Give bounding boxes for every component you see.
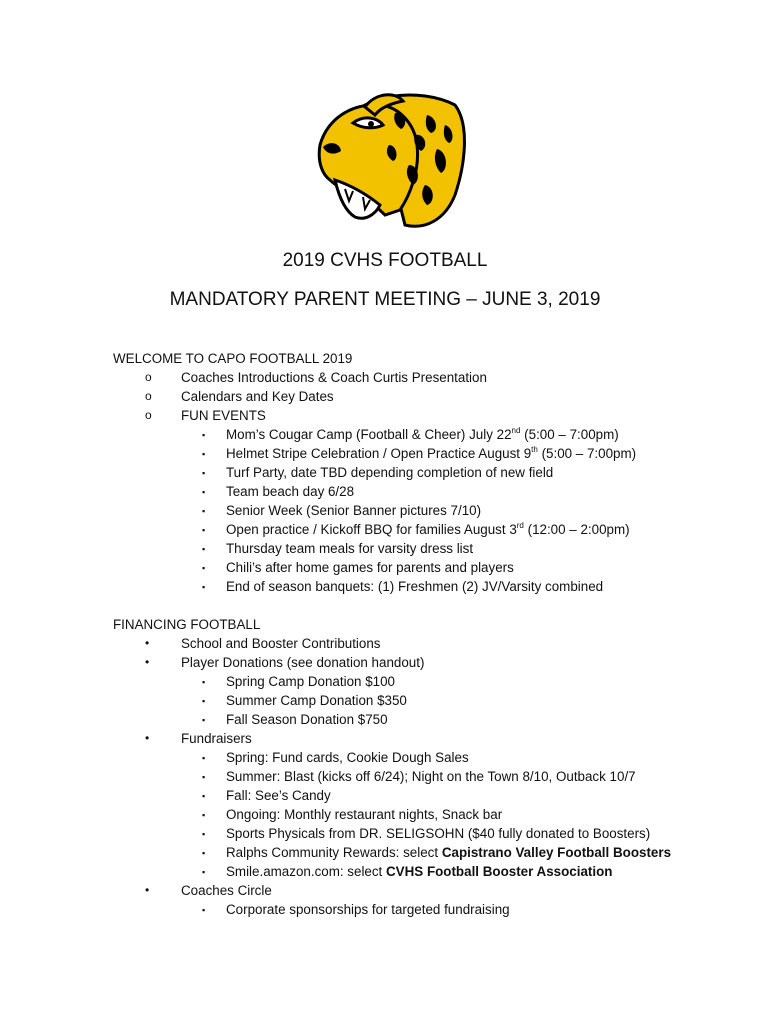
document-body (113, 349, 733, 919)
circle-bullet-icon: o (145, 408, 152, 422)
list-item: ▪ Turf Party, date TBD depending completion of new field (113, 463, 733, 482)
square-bullet-icon: ▪ (202, 449, 206, 459)
square-bullet-icon: ▪ (202, 487, 206, 497)
list-item: ▪ Thursday team meals for varsity dress list (113, 539, 733, 558)
list-item: ▪ Ongoing: Monthly restaurant nights, Snack bar (113, 805, 733, 824)
square-bullet-icon: ▪ (202, 696, 206, 706)
circle-bullet-icon: o (145, 389, 152, 403)
list-item: • Player Donations (see donation handout) (145, 655, 425, 670)
bullet-icon: • (145, 731, 150, 745)
financing-heading: FINANCING FOOTBALL (113, 617, 261, 632)
square-bullet-icon: ▪ (202, 791, 206, 801)
list-item: ▪ Corporate sponsorships for targeted fundraising (113, 900, 733, 919)
square-bullet-icon: ▪ (202, 582, 206, 592)
list-item: • School and Booster Contributions (145, 636, 381, 651)
financing-list (113, 634, 733, 919)
bullet-icon: • (145, 655, 150, 669)
square-bullet-icon: ▪ (202, 829, 206, 839)
square-bullet-icon: ▪ (202, 867, 206, 877)
circle-bullet-icon: o (145, 370, 152, 384)
square-bullet-icon: ▪ (202, 563, 206, 573)
list-item: o Coaches Introductions & Coach Curtis Presentation (145, 370, 487, 385)
page-subtitle: MANDATORY PARENT MEETING – JUNE 3, 2019 (169, 289, 601, 310)
square-bullet-icon: ▪ (202, 772, 206, 782)
list-item: ▪ Open practice / Kickoff BBQ for families August 3rd (12:00 – 2:00pm) (113, 520, 733, 539)
square-bullet-icon: ▪ (202, 430, 206, 440)
square-bullet-icon: ▪ (202, 468, 206, 478)
list-item: ▪ Helmet Stripe Celebration / Open Practice August 9th (5:00 – 7:00pm) (113, 444, 733, 463)
square-bullet-icon: ▪ (202, 506, 206, 516)
list-item: o Calendars and Key Dates (145, 389, 334, 404)
list-item: ▪ Spring: Fund cards, Cookie Dough Sales (113, 748, 733, 767)
list-item: ▪ Summer: Blast (kicks off 6/24); Night on the Town 8/10, Outback 10/7 (113, 767, 733, 786)
square-bullet-icon: ▪ (202, 677, 206, 687)
list-item: ▪ Fall: See’s Candy (113, 786, 733, 805)
welcome-list (113, 368, 733, 596)
welcome-heading: WELCOME TO CAPO FOOTBALL 2019 (113, 351, 353, 366)
list-item: ▪ Senior Week (Senior Banner pictures 7/10) (113, 501, 733, 520)
square-bullet-icon: ▪ (202, 753, 206, 763)
list-item: ▪ Fall Season Donation $750 (113, 710, 733, 729)
bullet-icon: • (145, 883, 150, 897)
list-item: ▪ Summer Camp Donation $350 (113, 691, 733, 710)
list-item: ▪ Chili’s after home games for parents and players (113, 558, 733, 577)
bullet-icon: • (145, 636, 150, 650)
square-bullet-icon: ▪ (202, 848, 206, 858)
square-bullet-icon: ▪ (202, 525, 206, 535)
page-title: 2019 CVHS FOOTBALL (282, 250, 488, 271)
list-item: ▪ Mom’s Cougar Camp (Football & Cheer) July 22nd (5:00 – 7:00pm) (113, 425, 733, 444)
list-item: ▪ Team beach day 6/28 (113, 482, 733, 501)
list-item: o FUN EVENTS (145, 408, 266, 423)
square-bullet-icon: ▪ (202, 905, 206, 915)
list-item: ▪ Ralphs Community Rewards: select Capistrano Valley Football Boosters (113, 843, 733, 862)
list-item: • Fundraisers (145, 731, 252, 746)
list-item: ▪ Sports Physicals from DR. SELIGSOHN ($40 fully donated to Boosters) (113, 824, 733, 843)
square-bullet-icon: ▪ (202, 810, 206, 820)
list-item: ▪ End of season banquets: (1) Freshmen (2) JV/Varsity combined (113, 577, 733, 596)
list-item: ▪ Spring Camp Donation $100 (113, 672, 733, 691)
list-item: • Coaches Circle (145, 883, 272, 898)
list-item: ▪ Smile.amazon.com: select CVHS Football Booster Association (113, 862, 733, 881)
square-bullet-icon: ▪ (202, 544, 206, 554)
cougar-head-logo (305, 85, 475, 235)
square-bullet-icon: ▪ (202, 715, 206, 725)
